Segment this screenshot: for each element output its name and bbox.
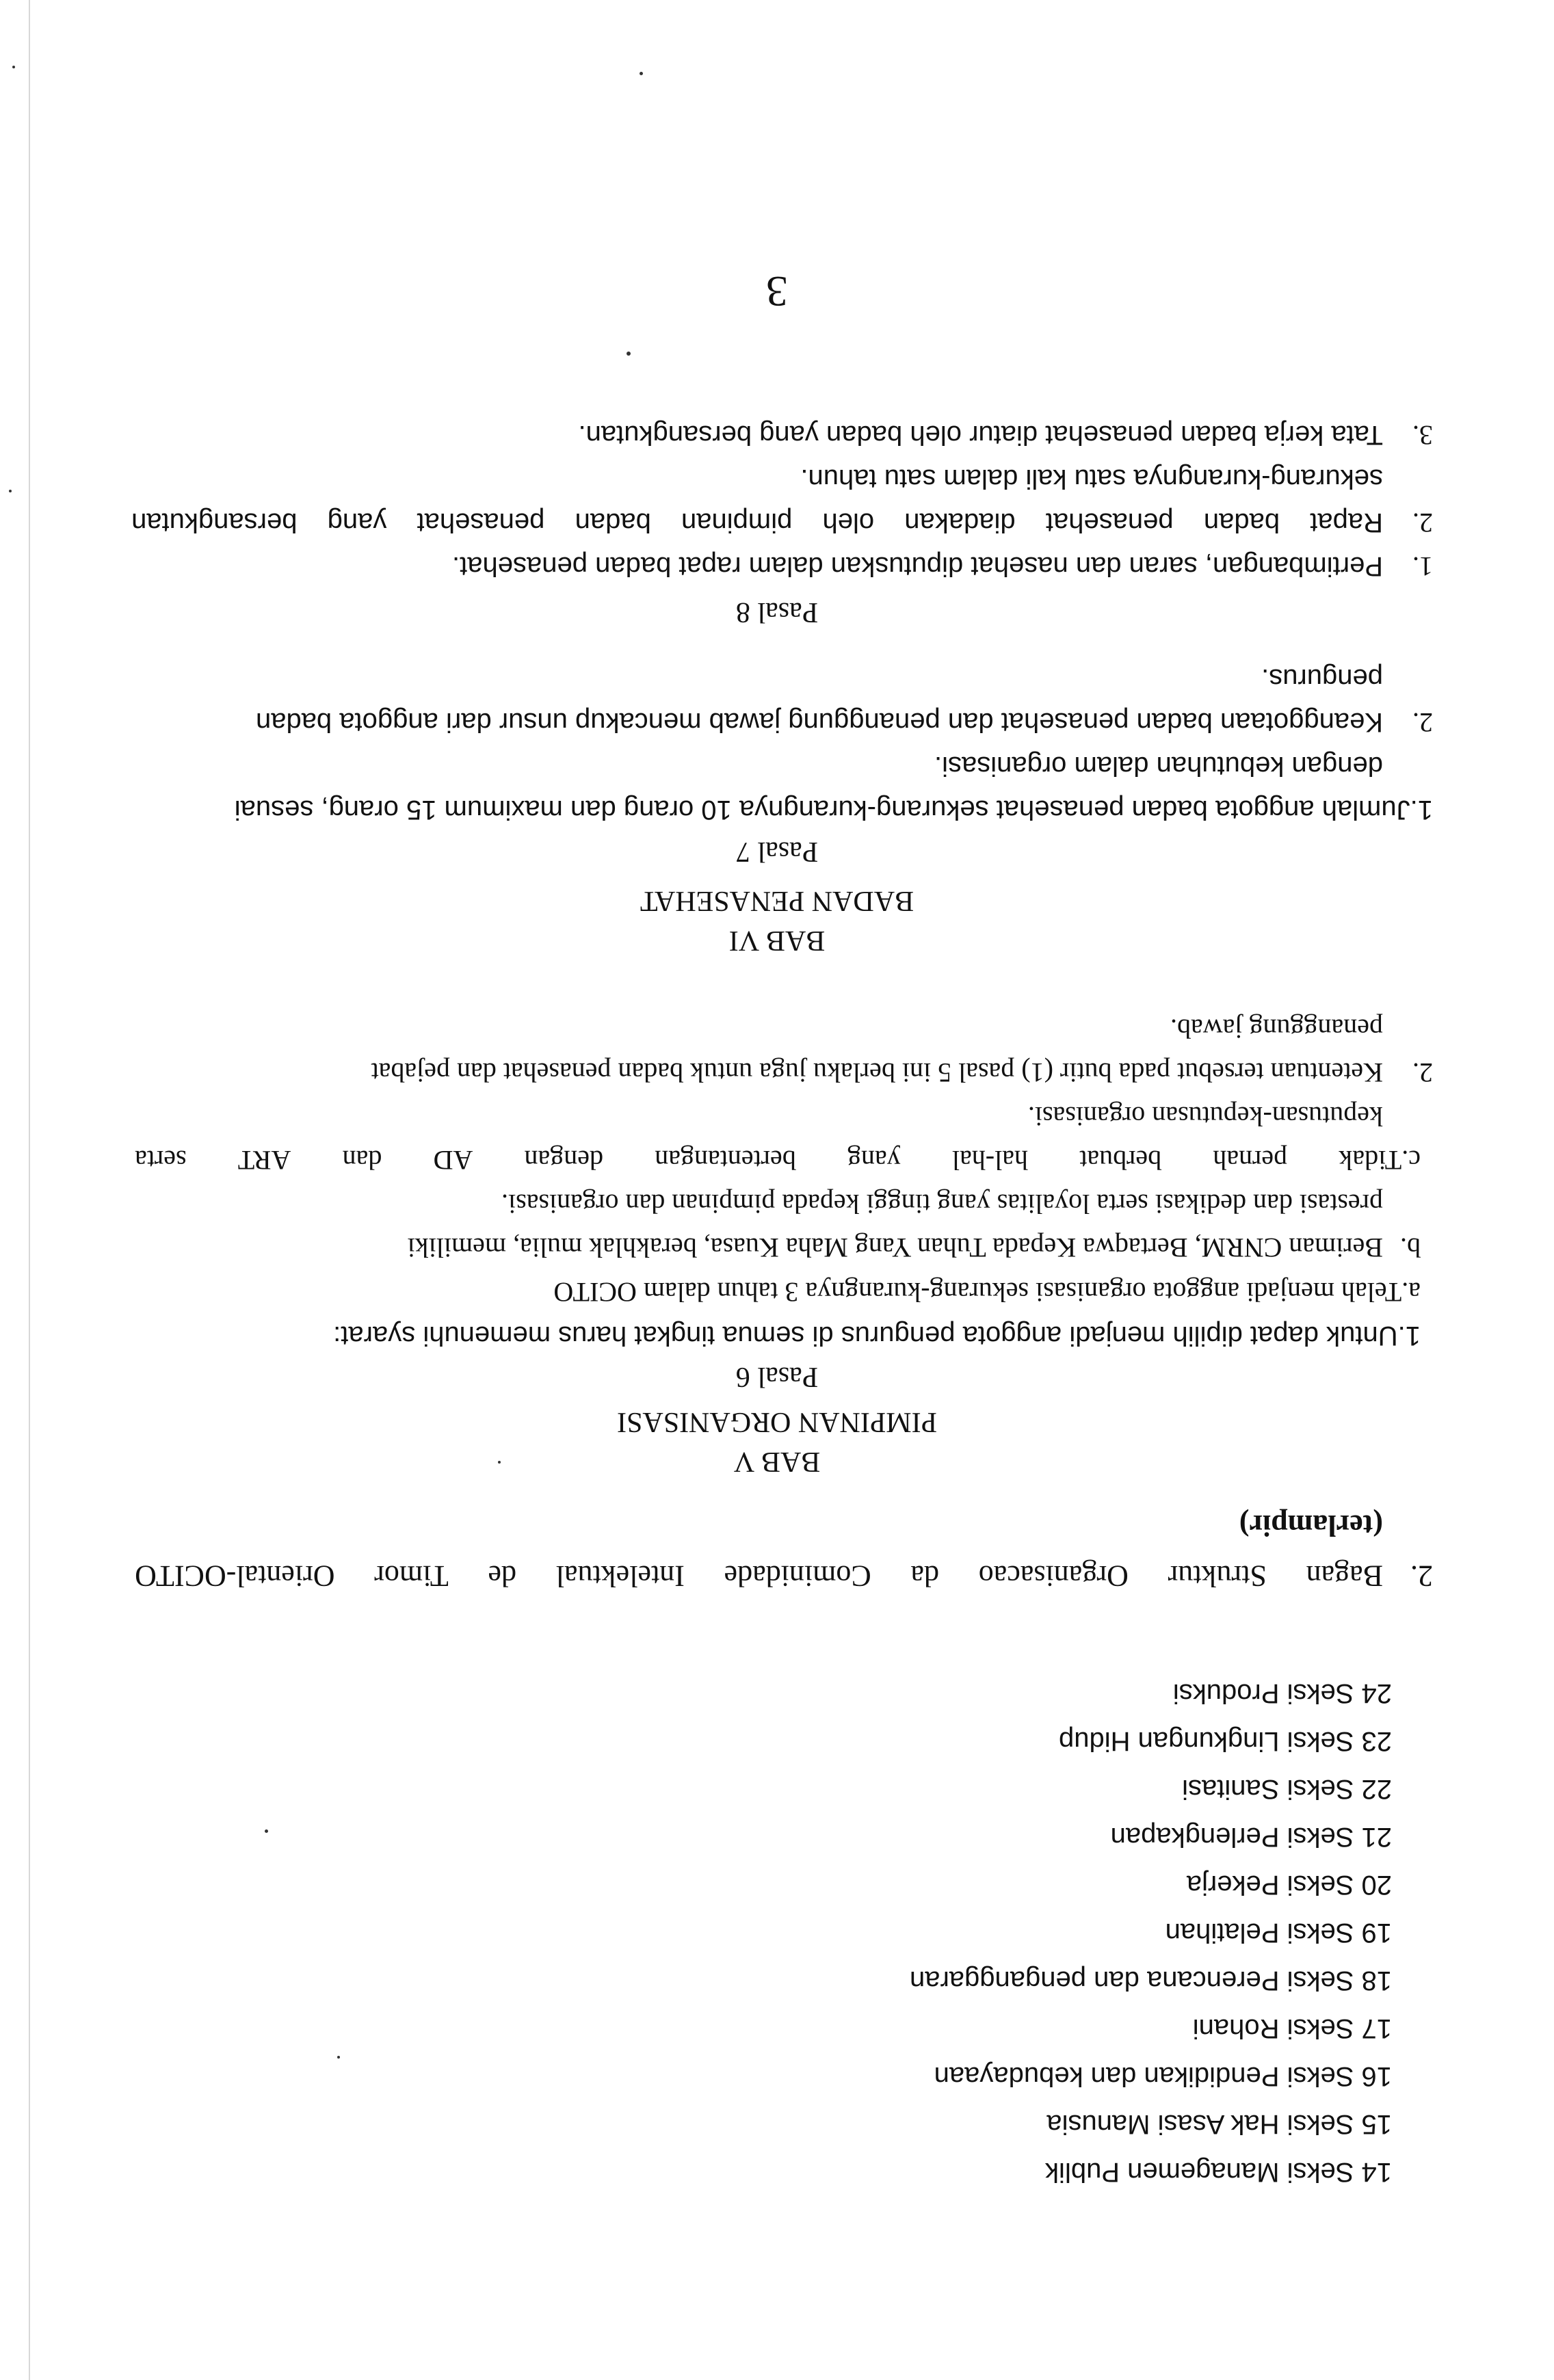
pasal-6-item-2-line2: penanggung jawab.: [1170, 1014, 1383, 1044]
pasal-8-heading: Pasal 8: [735, 596, 819, 628]
pasal-6-item-c-line2: keputusan-keputusan organisasi.: [1027, 1101, 1383, 1132]
bab-vi-title: BADAN PENASEHAT: [640, 885, 914, 916]
section-list-item: 24 Seksi Produksi: [1172, 1678, 1392, 1708]
scan-speck: [12, 66, 15, 68]
bab-v-heading: BAB V: [733, 1446, 821, 1477]
scan-speck: [640, 72, 643, 75]
bagan-continued: (terlampir): [1239, 1509, 1383, 1542]
section-list-item: 20 Seksi Pekerja: [1186, 1870, 1392, 1900]
scan-speck: [9, 490, 12, 492]
section-list-item: 14 Seksi Managemen Publik: [1045, 2157, 1392, 2187]
section-list-item: 21 Seksi Perlengkapan: [1110, 1822, 1392, 1852]
section-list-item: 23 Seksi Lingkungan Hidup: [1058, 1726, 1392, 1756]
pasal-6-item-1: 1.Untuk dapat dipilih menjadi anggota pengurus di semua tingkat harus memenuhi syarat:: [333, 1321, 1421, 1351]
bab-vi-heading: BAB VI: [728, 925, 826, 956]
section-list-item: 15 Seksi Hak Asasi Manusia: [1046, 2109, 1392, 2139]
scan-speck: [498, 1461, 501, 1464]
page-edge-line: [29, 0, 30, 2380]
scan-speck: [337, 2056, 340, 2059]
pasal-6-item-b-number: b.: [1400, 1232, 1421, 1263]
pasal-7-item-1-line2: dengan kebutuhan dalam organisasi.: [934, 751, 1383, 781]
pasal-8-item-1: Pertimbangan, saran dan nasehat diputuskan dalam rapat badan penasehat.: [452, 551, 1383, 581]
section-list-item: 18 Seksi Perencana dan penganggaran: [910, 1966, 1392, 1996]
pasal-7-item-2-line1: Keanggotaan badan penasehat dan penanggung jawab mencakup unsur dari anggota badan: [255, 707, 1383, 737]
pasal-6-item-a: a.Telah menjadi anggota organisasi sekurang-kurangnya 3 tahun dalam OCITO: [553, 1277, 1421, 1308]
section-list: [910, 1662, 1392, 2189]
pasal-6-item-c-line1: c.Tidak pernah berbuat hal-hal yang bertentangan dengan AD dan ART serta: [135, 1145, 1421, 1176]
bagan-title: Bagan Struktur Organisacao da Cominidade Intelektual de Timor Oriental-OCITO: [135, 1559, 1383, 1593]
pasal-8-item-2-number: 2.: [1412, 507, 1433, 538]
pasal-7-item-2-line2: pengurus.: [1261, 663, 1383, 693]
bagan-number: 2.: [1410, 1559, 1433, 1593]
pasal-6-item-b-line1: Beriman CNRM, Bertaqwa Kepada Tuhan Yang Maha Kuasa, berakhlak mulia, memiliki: [407, 1232, 1383, 1263]
pasal-6-item-2-line1: Ketentuan tersebut pada butir (1) pasal 5 ini berlaku juga untuk badan penasehat dan pejabat: [371, 1057, 1383, 1088]
pasal-8-item-2-line2: sekurang-kurangnya satu kali dalam satu tahun.: [800, 464, 1383, 494]
section-list-item: 19 Seksi Pelatihan: [1165, 1918, 1392, 1948]
pasal-8-item-2-line1: Rapat badan penasehat diadakan oleh pimpinan badan penasehat yang bersangkutan: [131, 507, 1383, 538]
section-list-item: 22 Seksi Sanitasi: [1182, 1774, 1392, 1804]
pasal-6-item-b-line2: prestasi dan dedikasi serta loyalitas yang tinggi kepada pimpinan dan organisasi.: [501, 1189, 1383, 1219]
pasal-7-item-2-number: 2.: [1412, 707, 1433, 738]
pasal-7-item-1-line1: 1.Jumlah anggota badan penasehat sekurang-kurangnya 10 orang dan maximum 15 orang, sesuai: [234, 795, 1433, 825]
scan-speck: [627, 352, 631, 356]
pasal-7-heading: Pasal 7: [735, 836, 819, 867]
bab-v-title: PIMPINAN ORGANISASI: [617, 1406, 937, 1438]
page-number: 3: [766, 267, 788, 316]
section-list-item: 16 Seksi Pendidikan dan kebudayaan: [934, 2061, 1392, 2091]
pasal-8-item-3: Tata kerja badan penasehat diatur oleh badan yang bersangkutan.: [578, 420, 1383, 450]
pasal-8-item-3-number: 3.: [1412, 420, 1433, 451]
section-list-item: 17 Seksi Rohani: [1192, 2013, 1392, 2044]
scan-speck: [265, 1829, 268, 1833]
pasal-6-heading: Pasal 6: [735, 1361, 819, 1392]
pasal-6-item-2-number: 2.: [1412, 1057, 1433, 1088]
pasal-8-item-1-number: 1.: [1412, 551, 1433, 582]
